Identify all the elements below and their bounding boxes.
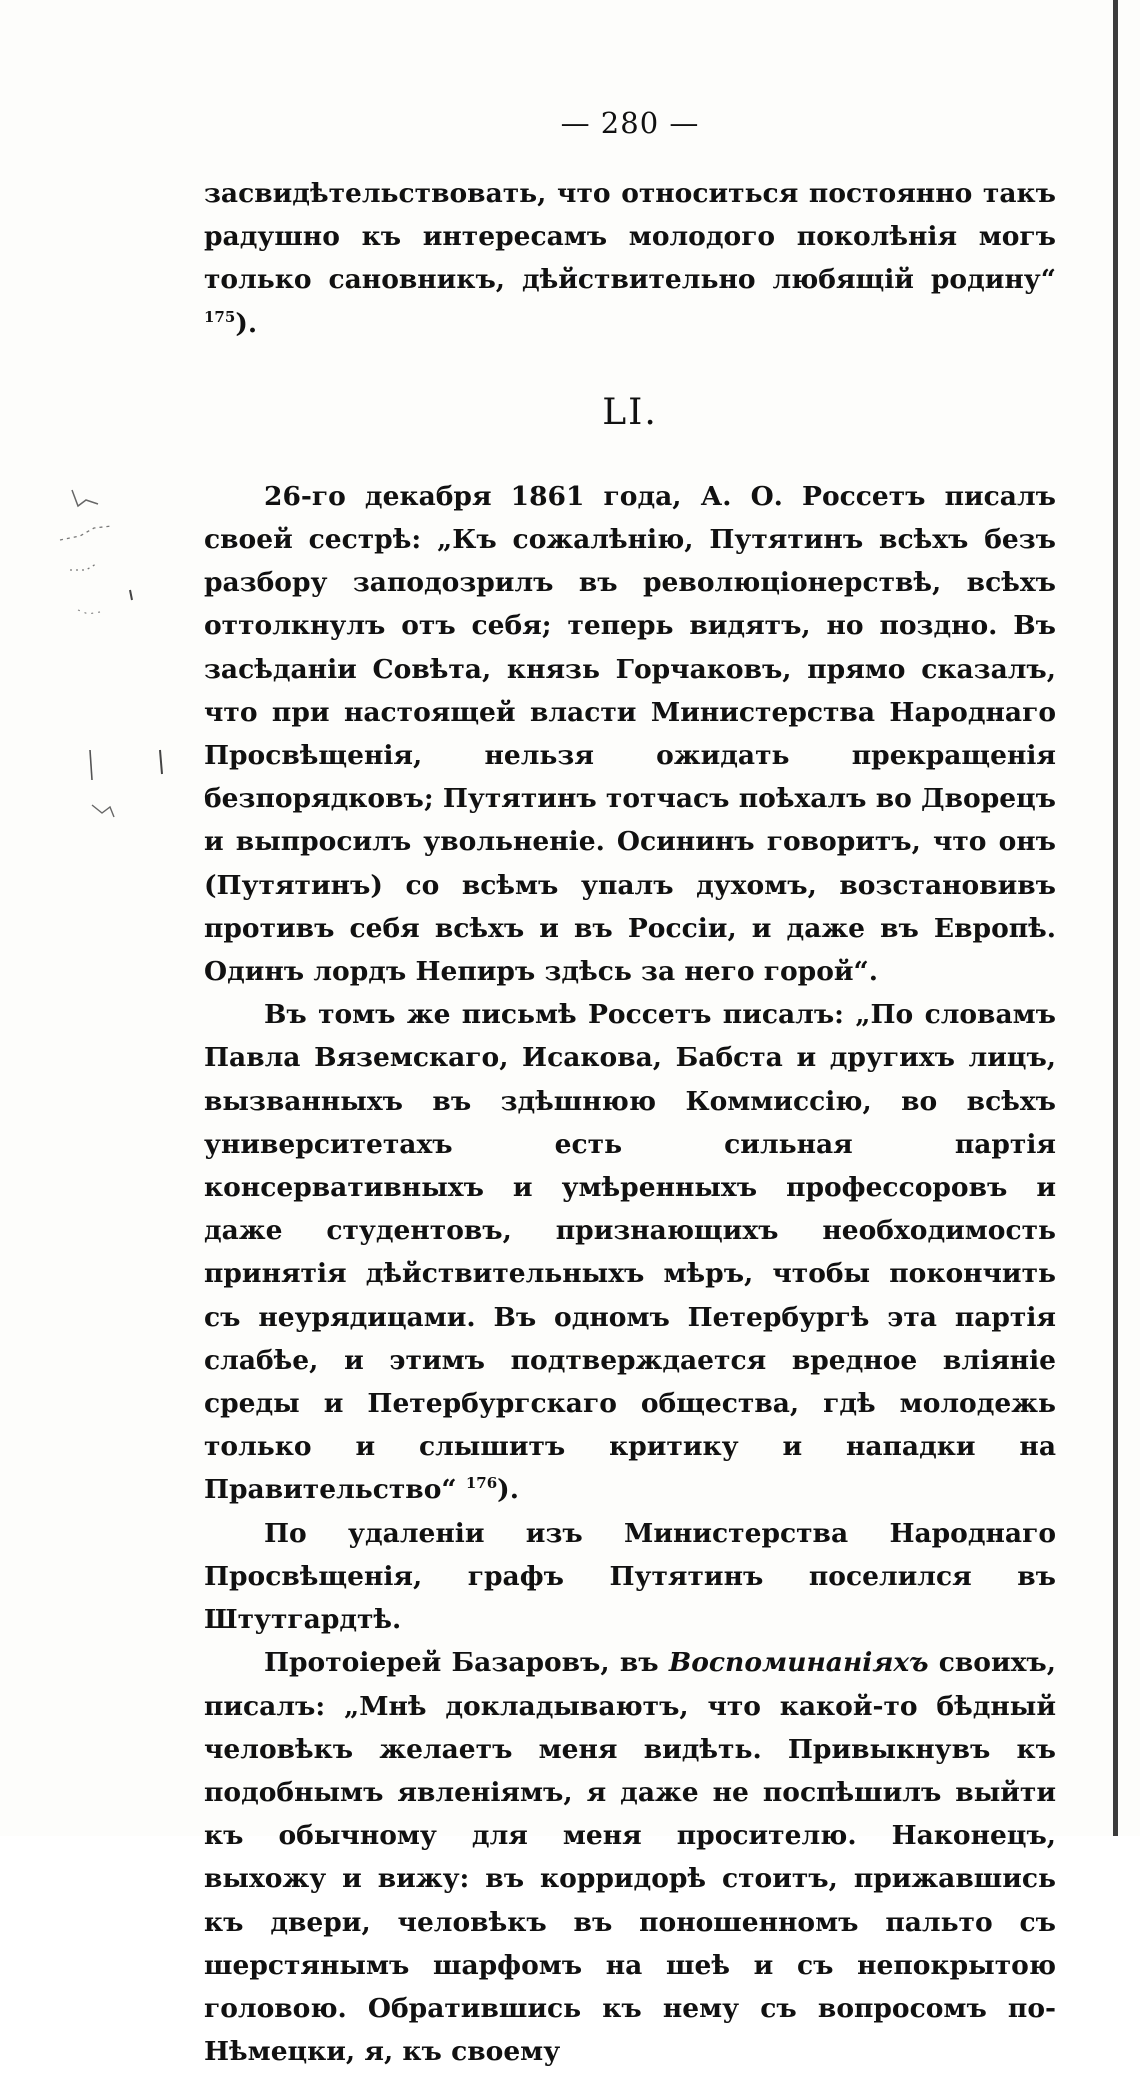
pencil-mark [90,750,92,780]
footnote-ref: 175 [204,307,236,326]
pencil-mark [70,564,96,570]
pencil-mark [78,610,100,614]
chapter-heading: LI. [602,391,658,433]
paragraph [204,993,1056,1511]
paragraph-text: своихъ, писалъ: „Мнѣ докладываютъ, что какой-то бѣдный человѣкъ желаетъ меня видѣть. Привыкнувъ къ подобнымъ явленіямъ, я даже не поспѣшилъ выйти къ обычному для меня просителю. Наконецъ, выхожу и вижу: въ корридорѣ стоитъ, прижавшись къ двери, человѣкъ въ поношенномъ пальто съ шерстянымъ шарфомъ на шеѣ и съ непокрытою головою. Обратившись къ нему съ вопросомъ по-Нѣмецки, я, къ своему [204,1647,1056,2068]
pencil-mark [130,590,132,600]
paragraph-tail: ). [235,307,258,339]
paragraph-continuation [204,172,1056,345]
paragraph-text: Въ томъ же письмѣ Россетъ писалъ: „По словамъ Павла Вяземскаго, Исакова, Бабста и другихъ лицъ, вызванныхъ въ здѣшнюю Коммиссію, во всѣхъ университетахъ есть сильная партія консервативныхъ и умѣренныхъ профессоровъ и даже студентовъ, признающихъ необходимость принятія дѣйствительныхъ мѣръ, чтобы покончить съ неурядицами. Въ одномъ Петербургѣ эта партія слабѣе, и этимъ подтверждается вредное вліяніе среды и Петербургскаго общества, гдѣ молодежь только и слышитъ критику и нападки на Правительство“ [204,999,1056,1506]
pencil-mark [160,750,162,774]
pencil-mark [92,805,114,817]
footnote-ref: 176 [465,1474,498,1493]
paragraph-tail: ). [497,1474,519,1506]
margin-pencil-marks [30,300,180,1700]
page-edge-shadow [1113,0,1118,1836]
paragraph [204,1641,1056,2073]
paragraph: 26-го декабря 1861 года, А. О. Россетъ писалъ своей сестрѣ: „Къ сожалѣнію, Путятинъ всѣхъ безъ разбору заподозрилъ въ революціонерствѣ, всѣхъ оттолкнулъ отъ себя; теперь видятъ, но поздно. Въ засѣданіи Совѣта, князь Горчаковъ, прямо сказалъ, что при настоящей власти Министерства Народнаго Просвѣщенія, нельзя ожидать прекращенія безпорядковъ; Путятинъ тотчасъ поѣхалъ во Дворецъ и выпросилъ увольненіе. Осининъ говоритъ, что онъ (Путятинъ) со всѣмъ упалъ духомъ, возстановивъ противъ себя всѣхъ и въ Россіи, и даже въ Европѣ. Одинъ лордъ Непиръ здѣсь за него горой“. [204,480,1056,988]
paragraph: По удаленіи изъ Министерства Народнаго Просвѣщенія, графъ Путятинъ поселился въ Штутгардтѣ. [204,1517,1056,1636]
italic-title: Воспоминаніяхъ [668,1647,929,1679]
pencil-mark [60,526,112,540]
paragraph-text: Протоіерей Базаровъ, въ [264,1647,669,1679]
page-number: — 280 — [560,106,700,140]
pencil-mark [72,490,98,506]
page-text [204,100,1056,2073]
paragraph-text: засвидѣтельствовать, что относиться постоянно такъ радушно къ интересамъ молодого поколѣнія могъ только сановникъ, дѣйствительно любящій родину“ [204,178,1056,296]
